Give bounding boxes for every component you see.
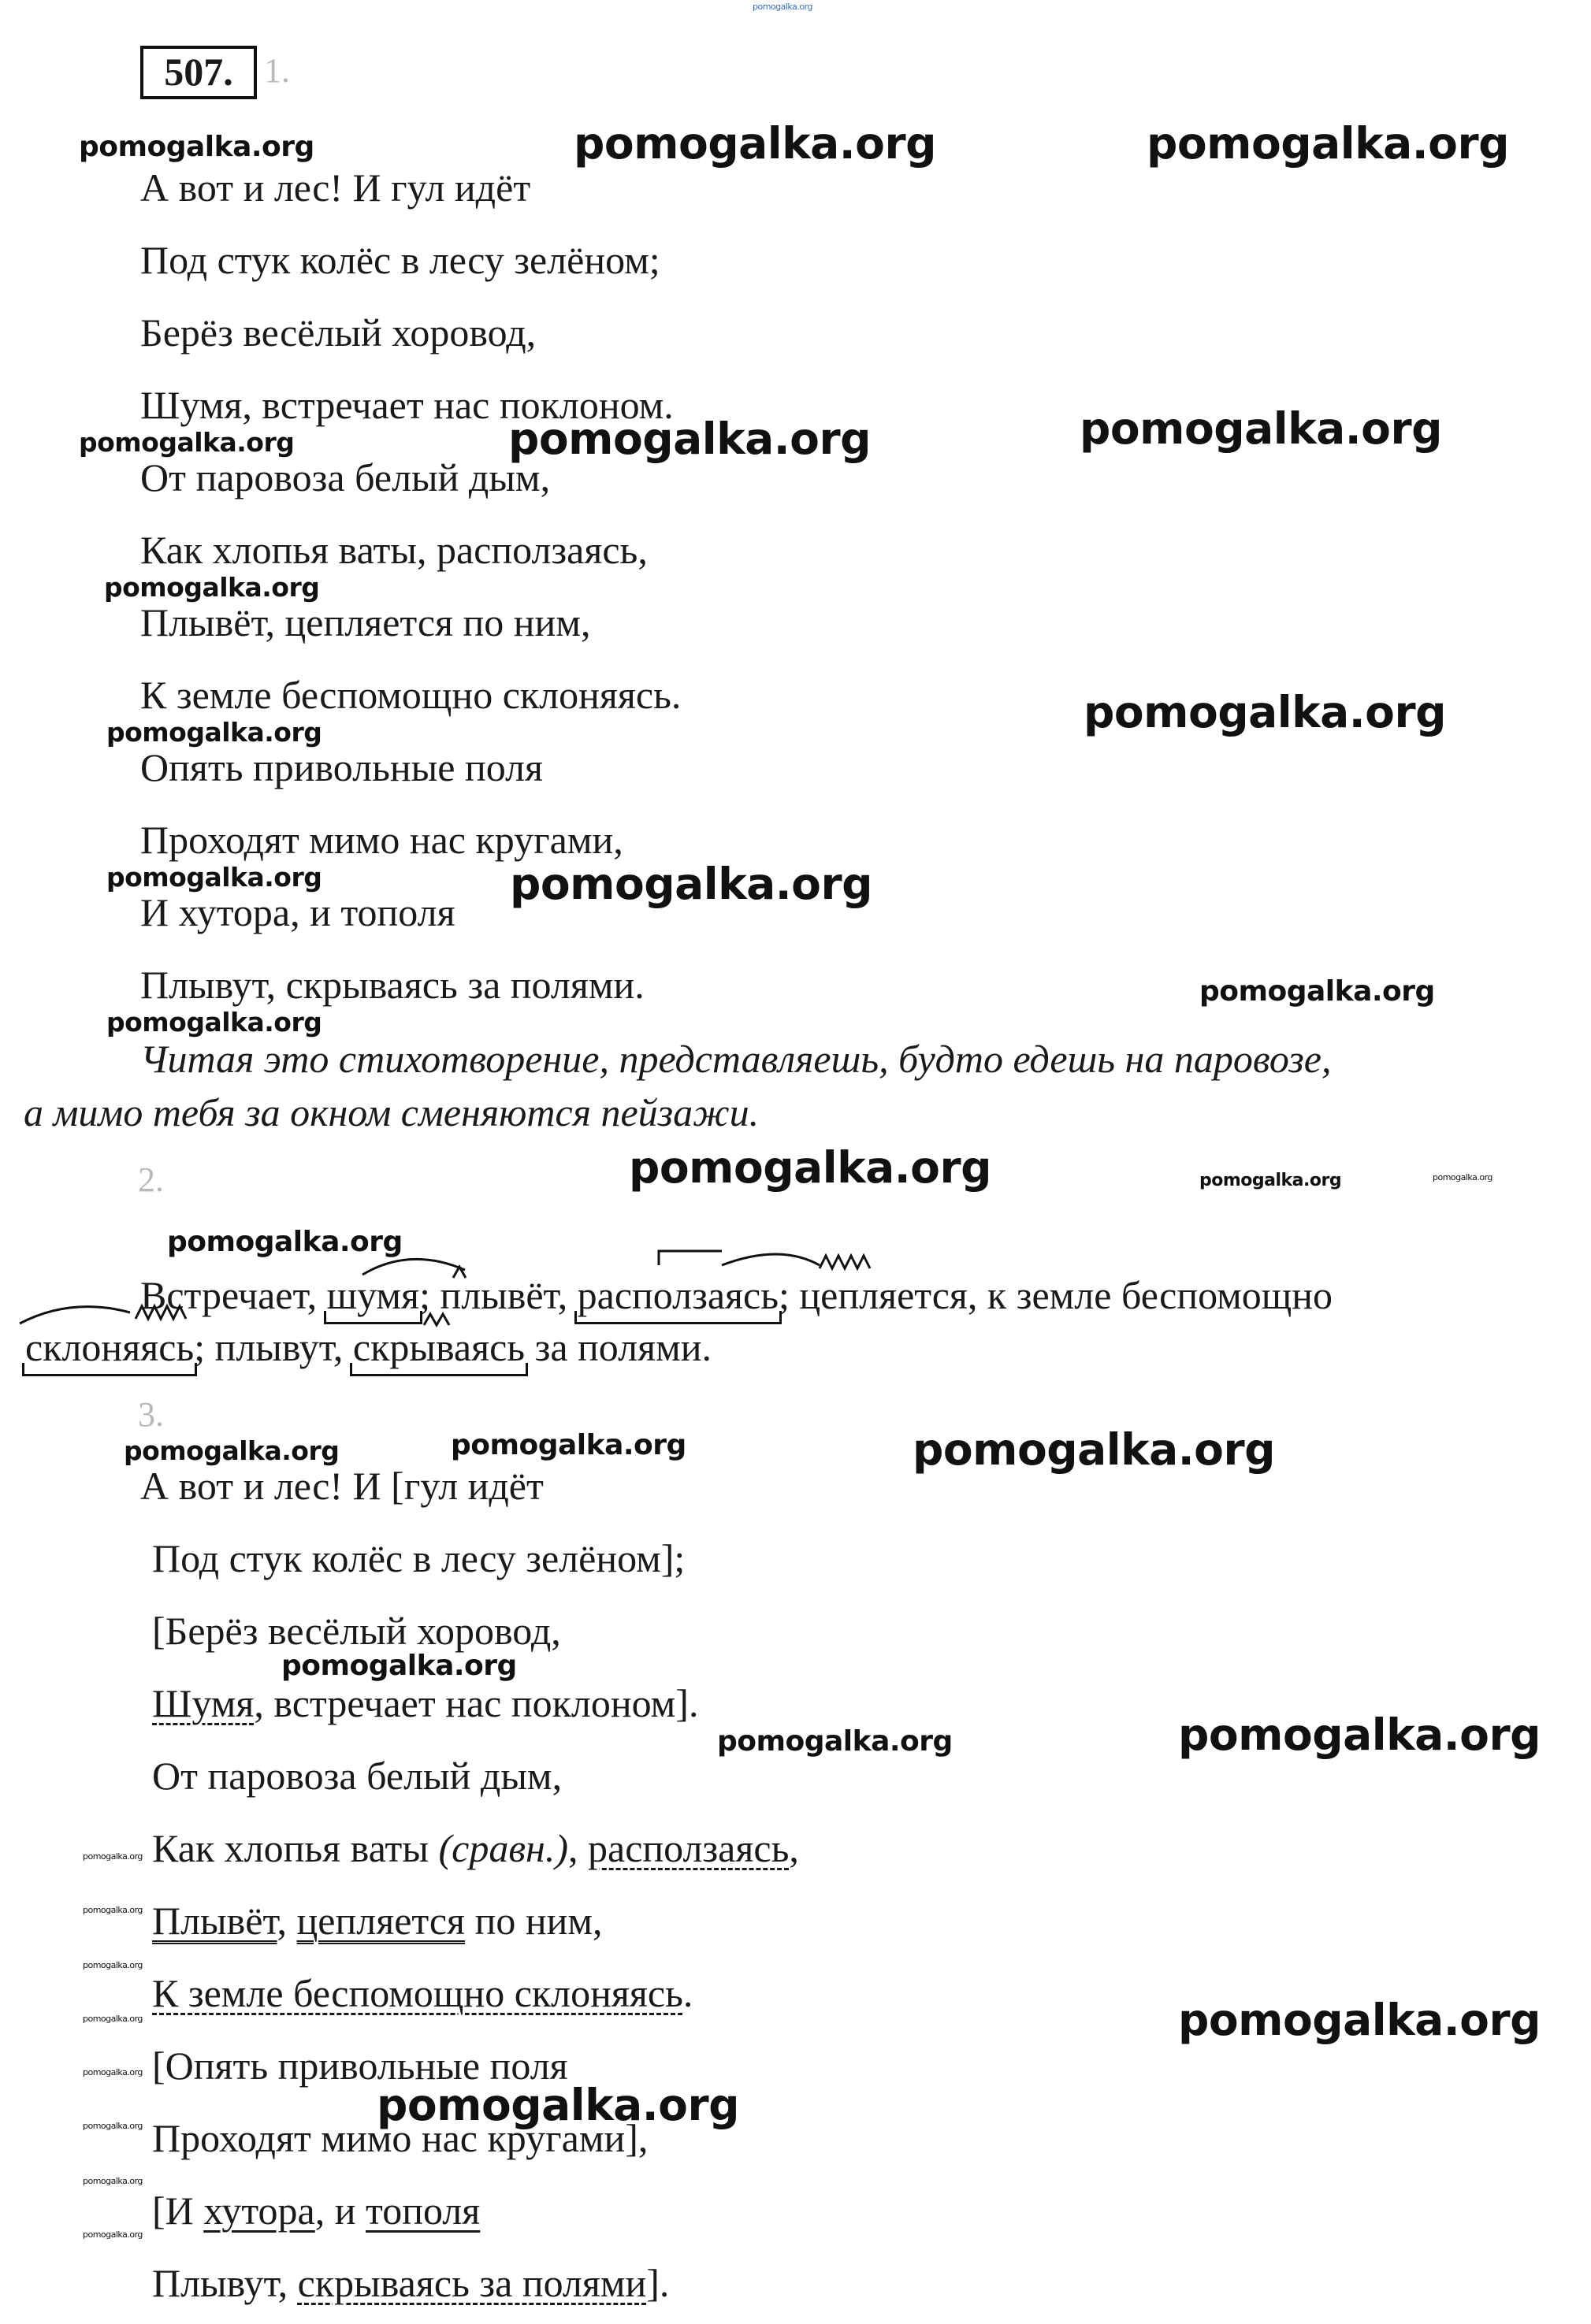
watermark: pomogalka.org [1178, 1710, 1541, 1760]
poem-line: Шумя, встречает нас поклоном. [140, 383, 674, 427]
comment-line-2: а мимо тебя за окном сменяются пейзажи. [24, 1090, 760, 1134]
subject: хутора [203, 2188, 315, 2233]
watermark: pomogalka.org [1433, 1172, 1492, 1182]
text: Плывут, [152, 2261, 298, 2305]
poem-line: А вот и лес! И гул идёт [140, 165, 531, 210]
watermark: pomogalka.org [106, 717, 322, 748]
word: Встречает, [140, 1273, 327, 1317]
watermark: pomogalka.org [83, 2014, 143, 2024]
section-3-label: 3. [138, 1395, 164, 1434]
root-arc [362, 1259, 465, 1275]
suffix-zigzag [424, 1314, 449, 1325]
poem-line: Как хлопья ваты, расползаясь, [140, 528, 648, 572]
text: [И [152, 2188, 204, 2233]
adverbial-participle: Шумя [152, 1681, 255, 1725]
adverbial-phrase: К земле беспомощно склоняясь [152, 1971, 683, 2015]
word: ; плывут, [194, 1325, 353, 1369]
text: по ним, [465, 1899, 603, 1943]
participle-boxed: расползаясь [577, 1273, 779, 1317]
word: ; цепляется, к земле беспомощно [779, 1273, 1333, 1317]
analysis-line: Под стук колёс в лесу зелёном]; [152, 1536, 686, 1580]
poem-line: Берёз весёлый хоровод, [140, 310, 537, 355]
predicate: Плывёт [152, 1899, 277, 1943]
watermark: pomogalka.org [106, 862, 322, 893]
poem-line: Под стук колёс в лесу зелёном; [140, 238, 660, 282]
watermark: pomogalka.org [510, 859, 872, 909]
text: . [682, 1971, 693, 2015]
root-arc [20, 1307, 130, 1323]
analysis-line: От паровоза белый дым, [152, 1754, 563, 1798]
watermark: pomogalka.org [106, 1007, 322, 1038]
watermark: pomogalka.org [629, 1142, 991, 1193]
watermark: pomogalka.org [83, 1851, 143, 1862]
predicate: цепляется [296, 1899, 466, 1943]
analysis-line [152, 1825, 799, 1872]
analysis-line: [Берёз весёлый хоровод, [152, 1609, 561, 1653]
suffix-zigzag [820, 1256, 870, 1268]
subject: тополя [366, 2188, 481, 2233]
poem-line: К земле беспомощно склоняясь. [140, 673, 682, 717]
watermark: pomogalka.org [167, 1226, 403, 1258]
section-1-label: 1. [264, 51, 290, 90]
watermark: pomogalka.org [717, 1725, 953, 1758]
adverbial-participle: расползаясь [588, 1826, 790, 1870]
analysis-line [152, 2187, 480, 2234]
text: , встречает нас поклоном]. [254, 1681, 699, 1725]
header-watermark: pomogalka.org [753, 2, 812, 12]
poem-line: От паровоза белый дым, [140, 455, 551, 499]
watermark: pomogalka.org [508, 414, 871, 464]
watermark: pomogalka.org [79, 427, 295, 458]
analysis-line [152, 1897, 602, 1944]
watermark: pomogalka.org [281, 1650, 517, 1682]
prefix-mark [659, 1251, 722, 1265]
text: , [277, 1899, 297, 1943]
comment-line-1: Читая это стихотворение, представляешь, будто едешь на паровозе, [140, 1037, 1332, 1081]
watermark: pomogalka.org [83, 2229, 143, 2240]
analysis-line [152, 1969, 693, 2017]
watermark: pomogalka.org [1199, 1171, 1342, 1190]
text: , [789, 1826, 799, 1870]
participle-boxed: склоняясь [25, 1325, 195, 1369]
watermark: pomogalka.org [913, 1424, 1275, 1475]
poem-line: Проходят мимо нас кругами, [140, 818, 623, 862]
root-arc [722, 1254, 820, 1265]
text: Как хлопья ваты [152, 1826, 439, 1870]
watermark: pomogalka.org [83, 1905, 143, 1915]
text: , [568, 1826, 588, 1870]
analysis-line: А вот и лес! И [гул идёт [140, 1464, 544, 1508]
watermark: pomogalka.org [1084, 687, 1446, 737]
word: ; плывёт, [419, 1273, 578, 1317]
watermark: pomogalka.org [1080, 403, 1442, 454]
poem-line: И хутора, и тополя [140, 890, 455, 934]
watermark: pomogalka.org [104, 572, 320, 603]
analysis-line: Проходят мимо нас кругами], [152, 2116, 649, 2160]
word: за полями. [525, 1325, 712, 1369]
suffix-zigzag [136, 1306, 186, 1319]
watermark: pomogalka.org [79, 131, 314, 163]
note: (сравн.) [438, 1826, 568, 1870]
watermark: pomogalka.org [83, 2176, 143, 2186]
poem-line: Плывут, скрываясь за полями. [140, 963, 645, 1007]
watermark: pomogalka.org [451, 1429, 686, 1461]
participle-boxed: шумя [326, 1273, 420, 1317]
analysis-line: [Опять привольные поля [152, 2044, 568, 2088]
participle-boxed: скрываясь [352, 1325, 526, 1369]
analysis-line [152, 1680, 698, 1727]
watermark: pomogalka.org [1178, 1995, 1541, 2045]
watermark: pomogalka.org [377, 2080, 739, 2130]
watermark: pomogalka.org [124, 1435, 340, 1466]
text: , и [314, 2188, 366, 2233]
text: ]. [646, 2261, 670, 2305]
adverbial-phrase: скрываясь за полями [297, 2261, 647, 2305]
watermark: pomogalka.org [574, 118, 936, 169]
watermark: pomogalka.org [1199, 975, 1435, 1008]
analysis-line [152, 2259, 669, 2307]
exercise-number: 507. [140, 46, 257, 99]
watermark: pomogalka.org [83, 2067, 143, 2077]
poem-line: Опять привольные поля [140, 745, 543, 789]
poem-line: Плывёт, цепляется по ним, [140, 600, 591, 644]
watermark: pomogalka.org [83, 2121, 143, 2131]
watermark: pomogalka.org [1147, 118, 1509, 169]
section-2-label: 2. [138, 1160, 164, 1199]
watermark: pomogalka.org [83, 1960, 143, 1970]
